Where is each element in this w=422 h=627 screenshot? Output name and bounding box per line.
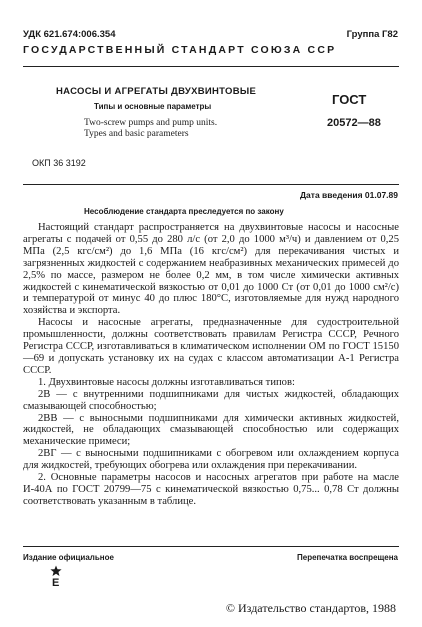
state-standard-heading: ГОСУДАРСТВЕННЫЙ СТАНДАРТ СОЮЗА ССР <box>23 44 337 56</box>
legal-notice: Несоблюдение стандарта преследуется по закону <box>84 207 284 216</box>
paragraph: 2В — с внутренними подшипниками для чистых жидкостей, обладающих смазывающей способностью; <box>23 388 399 412</box>
footer-divider <box>23 546 399 547</box>
title-divider <box>23 184 399 185</box>
paragraph: 2ВВ — с выносными подшипниками для химически активных жидкостей, жидкостей, не обладающих смазывающей способностью или содержащих механические примеси; <box>23 412 399 448</box>
document-subtitle: Типы и основные параметры <box>94 102 212 111</box>
gost-number: 20572—88 <box>327 117 381 129</box>
paragraph: Настоящий стандарт распространяется на двухвинтовые насосы и насосные агрегаты с подачей от 0,55 до 280 л/с (от 2,0 до 1000 м³/ч) и давлением от 0,25 МПа (2,5 кгс/см²) до 1,6 МПа (16 кгс/см²) для перекачивания чистых и загрязненных жидкостей с содержанием неабразивных механических примесей до 2,5% по массе, размером не более 0,2 мм, в том числе химически активных жидкостей с кинематической вязкостью от 0,01 до 1000 Ст (от 0,01 до 1000 см²/с) и температурой от минус 40 до плюс 180°С, изготовляемые для нужд народного хозяйства и экспорта. <box>23 222 399 317</box>
paragraph: 1. Двухвинтовые насосы должны изготавливаться типов: <box>38 376 295 388</box>
star-icon <box>50 565 62 577</box>
header-divider <box>23 66 399 67</box>
official-edition-label: Издание официальное <box>23 553 114 562</box>
document-title: НАСОСЫ И АГРЕГАТЫ ДВУХВИНТОВЫЕ <box>56 86 257 97</box>
paragraph: 2ВГ — с выносными подшипниками с обогревом или охлаждением корпуса для жидкостей, требующих обогрева или охлаждения при перекачивании. <box>23 448 399 472</box>
udk-code: УДК 621.674:006.354 <box>23 29 116 40</box>
english-title-line-1: Two-screw pumps and pump units. <box>84 118 218 128</box>
gost-label: ГОСТ <box>332 92 367 107</box>
reprint-prohibited-label: Перепечатка воспрещена <box>297 553 398 562</box>
english-title-line-2: Types and basic parameters <box>84 129 189 139</box>
paragraph: 2. Основные параметры насосов и насосных агрегатов при работе на масле И-40А по ГОСТ 20799—75 с кинематической вязкостью 0,75... 0,78 Ст должны соответствовать указанным в таблице. <box>23 472 399 507</box>
body-text <box>23 222 399 508</box>
okp-code: ОКП 36 3192 <box>32 158 86 168</box>
edition-letter: Е <box>52 577 60 589</box>
english-title <box>84 118 217 140</box>
paragraph: Насосы и насосные агрегаты, предназначенные для судостроительной промышленности, должны соответствовать правилам Регистра СССР, Речного Регистра СССР, изготавливаться в климатическом исполнении ОМ по ГОСТ 15150—69 и допускать установку их на судах с классом автоматизации А-1 Регистра СССР. <box>23 317 399 376</box>
copyright-notice: © Издательство стандартов, 1988 <box>225 601 396 615</box>
group-code: Группа Г82 <box>346 29 398 40</box>
edition-mark <box>50 565 64 595</box>
effective-date: Дата введения 01.07.89 <box>300 190 398 200</box>
